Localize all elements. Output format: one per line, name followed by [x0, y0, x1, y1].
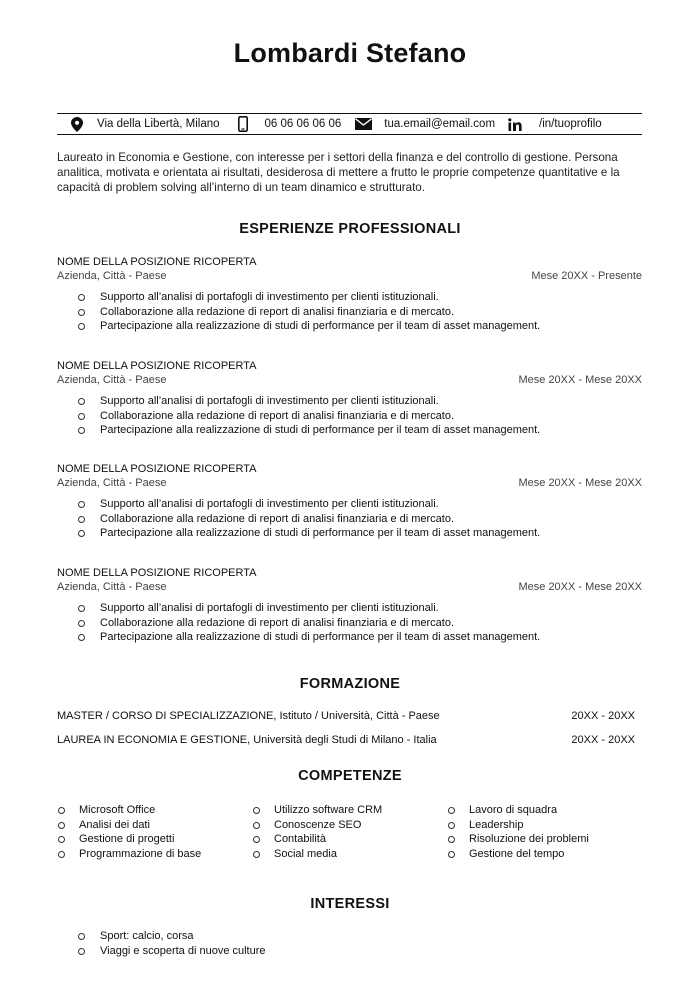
- profile-summary: Laureato in Economia e Gestione, con interesse per i settori della finanza e del controllo di gestione. Persona analitica, motivata e orientata ai risultati, desiderosa di mettere a frutto le proprie competenze quantitative e la capacità di problem solving all’interno di un team dinamico e strutturato.: [57, 151, 620, 194]
- job-position: NOME DELLA POSIZIONE RICOPERTA: [57, 463, 257, 475]
- job-entry: [57, 462, 642, 541]
- linkedin-icon: [508, 116, 522, 132]
- email-text[interactable]: tua.email@email.com: [384, 118, 496, 130]
- skill-item: Contabilità: [252, 832, 447, 847]
- contact-phone: [235, 116, 342, 132]
- address-text: Via della Libertà, Milano: [97, 118, 220, 130]
- job-entry: [57, 566, 642, 645]
- experience-heading: ESPERIENZE PROFESSIONALI: [239, 221, 461, 237]
- envelope-icon: [355, 116, 372, 132]
- interest-item: Sport: calcio, corsa: [77, 929, 642, 944]
- job-entry: [57, 255, 642, 334]
- job-bullet: Collaborazione alla redazione di report di analisi finanziaria e di mercato.: [77, 409, 642, 424]
- skill-item: Social media: [252, 847, 447, 862]
- skill-item: Utilizzo software CRM: [252, 803, 447, 818]
- skill-item: Analisi dei dati: [57, 818, 252, 833]
- job-dates: Mese 20XX - Presente: [531, 270, 642, 282]
- education-degree: MASTER / CORSO DI SPECIALIZZAZIONE, Istituto / Università, Città - Paese: [57, 710, 440, 722]
- job-bullet: Collaborazione alla redazione di report di analisi finanziaria e di mercato.: [77, 512, 642, 527]
- skill-item: Leadership: [447, 818, 642, 833]
- phone-icon: [235, 116, 251, 132]
- job-dates: Mese 20XX - Mese 20XX: [518, 477, 642, 489]
- contact-email: [355, 116, 495, 132]
- education-heading: FORMAZIONE: [299, 676, 401, 692]
- phone-text: 06 06 06 06 06: [264, 118, 342, 130]
- linkedin-text[interactable]: /in/tuoprofilo: [539, 118, 602, 130]
- job-bullet: Collaborazione alla redazione di report di analisi finanziaria e di mercato.: [77, 305, 642, 320]
- interests-heading: INTERESSI: [310, 896, 390, 912]
- interests-list: [57, 929, 642, 958]
- interest-item: Viaggi e scoperta di nuove culture: [77, 944, 642, 959]
- job-dates: Mese 20XX - Mese 20XX: [518, 581, 642, 593]
- skills-heading: COMPETENZE: [298, 768, 402, 784]
- skill-item: Lavoro di squadra: [447, 803, 642, 818]
- job-bullet: Partecipazione alla realizzazione di studi di performance per il team di asset management.: [77, 630, 642, 645]
- job-bullet: Supporto all’analisi di portafogli di investimento per clienti istituzionali.: [77, 601, 642, 616]
- job-bullet: Partecipazione alla realizzazione di studi di performance per il team di asset management.: [77, 423, 642, 438]
- job-position: NOME DELLA POSIZIONE RICOPERTA: [57, 256, 257, 268]
- skill-item: Risoluzione dei problemi: [447, 832, 642, 847]
- skill-item: Conoscenze SEO: [252, 818, 447, 833]
- job-entry: [57, 359, 642, 438]
- job-company: Azienda, Città - Paese: [57, 477, 167, 489]
- skills-column: [57, 803, 252, 861]
- job-bullet: Supporto all’analisi di portafogli di investimento per clienti istituzionali.: [77, 290, 642, 305]
- skills-column: [252, 803, 447, 861]
- job-bullet: Supporto all’analisi di portafogli di investimento per clienti istituzionali.: [77, 394, 642, 409]
- job-bullet: Partecipazione alla realizzazione di studi di performance per il team di asset management.: [77, 319, 642, 334]
- education-dates: 20XX - 20XX: [571, 734, 635, 746]
- education-dates: 20XX - 20XX: [571, 710, 635, 722]
- job-position: NOME DELLA POSIZIONE RICOPERTA: [57, 360, 257, 372]
- skills-column: [447, 803, 642, 861]
- skill-item: Gestione del tempo: [447, 847, 642, 862]
- skill-item: Gestione di progetti: [57, 832, 252, 847]
- location-pin-icon: [69, 116, 85, 132]
- education-degree: LAUREA IN ECONOMIA E GESTIONE, Università degli Studi di Milano - Italia: [57, 734, 437, 746]
- job-dates: Mese 20XX - Mese 20XX: [518, 374, 642, 386]
- job-company: Azienda, Città - Paese: [57, 374, 167, 386]
- skills-grid: [57, 803, 642, 861]
- skill-item: Programmazione di base: [57, 847, 252, 862]
- education-entry: [57, 734, 635, 746]
- job-position: NOME DELLA POSIZIONE RICOPERTA: [57, 567, 257, 579]
- contact-bar: [57, 113, 642, 135]
- education-entry: [57, 710, 635, 722]
- contact-linkedin: [508, 116, 602, 132]
- job-bullet: Partecipazione alla realizzazione di studi di performance per il team di asset management.: [77, 526, 642, 541]
- job-bullet: Collaborazione alla redazione di report di analisi finanziaria e di mercato.: [77, 616, 642, 631]
- contact-address: [69, 116, 220, 132]
- job-company: Azienda, Città - Paese: [57, 270, 167, 282]
- skill-item: Microsoft Office: [57, 803, 252, 818]
- job-company: Azienda, Città - Paese: [57, 581, 167, 593]
- candidate-name: Lombardi Stefano: [233, 38, 467, 68]
- job-bullet: Supporto all’analisi di portafogli di investimento per clienti istituzionali.: [77, 497, 642, 512]
